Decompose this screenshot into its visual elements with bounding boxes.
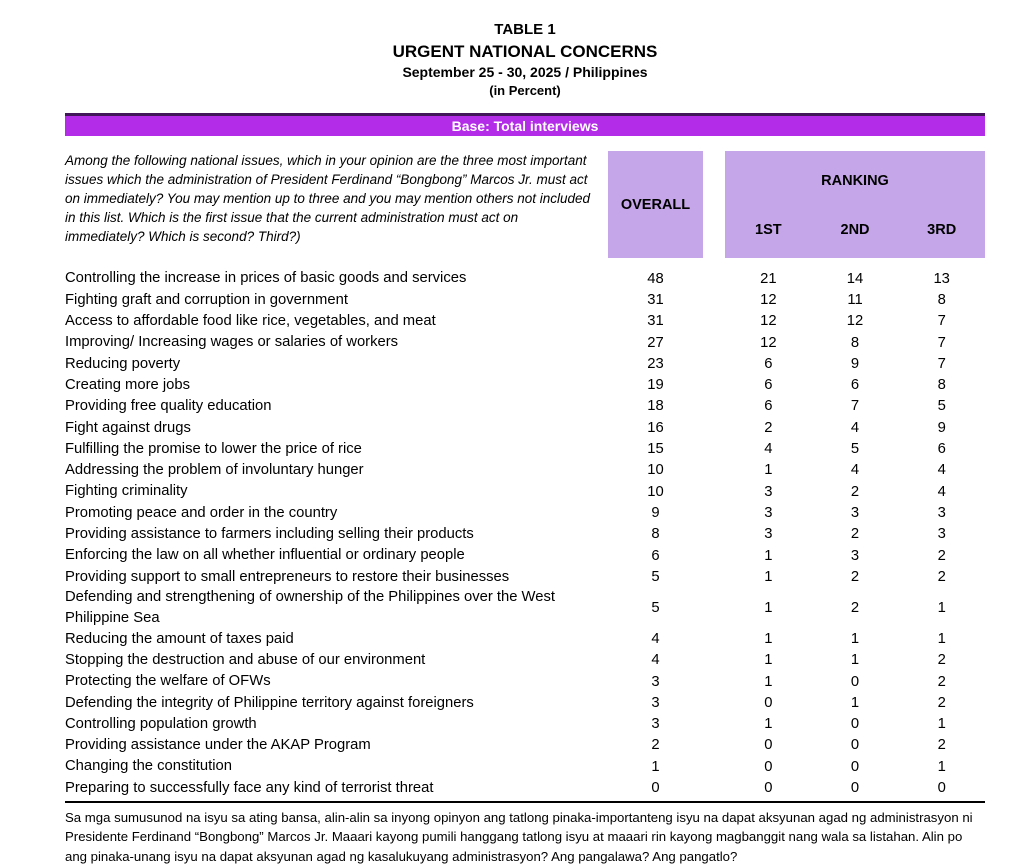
row-label: Creating more jobs <box>65 376 191 393</box>
rank-values <box>725 398 985 414</box>
overall-value: 15 <box>647 441 664 458</box>
table-row <box>65 628 985 649</box>
table-row <box>65 713 985 734</box>
rank-1st-value: 12 <box>760 313 777 330</box>
rank-values <box>725 780 985 796</box>
survey-period: September 25 - 30, 2025 / Philippines <box>402 64 648 80</box>
rank-3rd-value: 8 <box>937 291 946 308</box>
rank-1st-value: 12 <box>760 334 777 351</box>
rank-1st-value: 1 <box>764 630 773 647</box>
overall-value: 5 <box>651 568 660 585</box>
table-row <box>65 332 985 353</box>
rank-values <box>725 505 985 521</box>
row-label: Stopping the destruction and abuse of our environment <box>65 652 426 668</box>
rank-3rd-value: 2 <box>937 547 946 564</box>
row-label: Enforcing the law on all whether influential or ordinary people <box>65 547 465 564</box>
table-row <box>65 438 985 459</box>
table-row <box>65 311 985 332</box>
row-label: Defending the integrity of Philippine territory against foreigners <box>65 694 474 711</box>
row-label: Reducing the amount of taxes paid <box>65 630 294 647</box>
ranking-label: RANKING <box>821 173 889 189</box>
rank-2nd-value: 11 <box>847 291 863 308</box>
rank-3rd-value: 13 <box>933 270 950 287</box>
rank-2nd-value: 0 <box>850 779 860 796</box>
rank-3rd-value: 8 <box>937 377 946 394</box>
rank-values <box>725 759 985 775</box>
overall-value: 4 <box>651 630 660 647</box>
rank-2nd-value: 2 <box>850 483 860 500</box>
table-row <box>65 268 985 289</box>
rank-1st-value: 6 <box>764 377 773 394</box>
table-row <box>65 756 985 777</box>
overall-value: 2 <box>651 737 660 754</box>
table-row <box>65 417 985 438</box>
row-label: Fighting graft and corruption in government <box>65 291 348 308</box>
row-label: Providing assistance under the AKAP Program <box>65 737 371 754</box>
rank-values <box>725 484 985 500</box>
rank-3rd-value: 2 <box>937 673 946 690</box>
table-row <box>65 692 985 713</box>
table-row <box>65 502 985 523</box>
rank-3rd-value: 2 <box>937 737 946 754</box>
rank-1st-value: 3 <box>764 526 773 543</box>
rank-1st-value: 1 <box>764 652 773 669</box>
rank-values <box>725 271 985 287</box>
row-label: Protecting the welfare of OFWs <box>65 673 271 690</box>
rank-values <box>725 631 985 647</box>
rank-1st-value: 0 <box>764 694 773 711</box>
rank-1st-value: 1 <box>764 462 773 479</box>
overall-value: 5 <box>651 599 660 616</box>
column-header-3rd: 3RD <box>927 222 957 238</box>
overall-value: 19 <box>647 377 664 394</box>
rank-2nd-value: 3 <box>850 504 860 521</box>
rank-2nd-value: 6 <box>850 377 860 394</box>
row-label: Preparing to successfully face any kind of terrorist threat <box>65 779 434 796</box>
row-label: Reducing poverty <box>65 355 181 372</box>
overall-value: 16 <box>647 419 664 436</box>
overall-value: 0 <box>651 779 660 796</box>
column-header-2nd: 2ND <box>840 222 870 238</box>
rank-values <box>725 377 985 393</box>
row-label: Fighting criminality <box>65 483 188 500</box>
rank-subheaders <box>725 222 985 258</box>
overall-value: 3 <box>651 673 660 690</box>
overall-value: 48 <box>647 270 664 287</box>
rank-2nd-value: 3 <box>850 547 860 564</box>
overall-value: 27 <box>647 334 664 351</box>
rank-1st-value: 12 <box>760 291 777 308</box>
table-row <box>65 353 985 374</box>
rank-1st-value: 1 <box>764 716 773 733</box>
rank-2nd-value: 7 <box>850 398 860 415</box>
table-row <box>65 460 985 481</box>
rank-2nd-value: 2 <box>850 526 860 543</box>
rank-2nd-value: 1 <box>850 652 860 669</box>
row-label: Improving/ Increasing wages or salaries of workers <box>65 334 399 351</box>
rank-values <box>725 292 985 308</box>
rank-values <box>725 356 985 372</box>
rank-3rd-value: 5 <box>937 398 946 415</box>
rank-values <box>725 569 985 585</box>
rank-values <box>725 526 985 542</box>
row-label: Addressing the problem of involuntary hunger <box>65 462 364 479</box>
rank-3rd-value: 2 <box>937 652 946 669</box>
base-banner: Base: Total interviews <box>65 113 985 136</box>
rank-1st-value: 0 <box>764 779 773 796</box>
rank-values <box>725 737 985 753</box>
table-row <box>65 374 985 395</box>
overall-value: 18 <box>647 398 664 415</box>
table-row <box>65 735 985 756</box>
overall-value: 31 <box>647 313 664 330</box>
title-block <box>65 0 985 100</box>
table-row <box>65 566 985 587</box>
row-label: Changing the constitution <box>65 758 232 775</box>
rank-1st-value: 1 <box>764 673 773 690</box>
rank-3rd-value: 3 <box>937 504 946 521</box>
rank-3rd-value: 9 <box>937 419 946 436</box>
rank-2nd-value: 0 <box>850 673 860 690</box>
rank-1st-value: 0 <box>764 758 773 775</box>
rank-3rd-value: 7 <box>937 313 946 330</box>
rank-3rd-value: 7 <box>937 334 946 351</box>
rank-3rd-value: 0 <box>937 779 946 796</box>
rank-2nd-value: 0 <box>850 737 860 754</box>
rank-values <box>725 462 985 478</box>
overall-value: 10 <box>647 483 664 500</box>
overall-value: 1 <box>651 758 660 775</box>
table-row <box>65 289 985 310</box>
overall-value: 9 <box>651 504 660 521</box>
rank-2nd-value: 0 <box>850 716 860 733</box>
rank-values <box>725 716 985 732</box>
rank-3rd-value: 1 <box>937 599 946 616</box>
rank-1st-value: 4 <box>764 441 773 458</box>
column-header-overall: OVERALL <box>608 151 703 258</box>
rank-values <box>725 695 985 711</box>
rank-2nd-value: 14 <box>846 270 864 287</box>
overall-value: 23 <box>647 355 664 372</box>
rank-1st-value: 6 <box>764 398 773 415</box>
rank-3rd-value: 2 <box>937 694 946 711</box>
rank-2nd-value: 4 <box>850 419 860 436</box>
table-number: TABLE 1 <box>494 21 556 38</box>
overall-value: 4 <box>651 652 660 669</box>
rank-values <box>725 420 985 436</box>
rank-values <box>725 548 985 564</box>
rank-values <box>725 313 985 329</box>
table-row <box>65 481 985 502</box>
overall-value: 8 <box>651 526 660 543</box>
rank-2nd-value: 4 <box>850 462 860 479</box>
rank-values <box>725 441 985 457</box>
rank-3rd-value: 3 <box>937 526 946 543</box>
overall-value: 6 <box>651 547 660 564</box>
table-row <box>65 777 985 798</box>
row-label: Providing support to small entrepreneurs to restore their businesses <box>65 568 510 585</box>
overall-value: 3 <box>651 716 660 733</box>
rank-3rd-value: 1 <box>937 716 946 733</box>
rank-3rd-value: 2 <box>937 568 946 585</box>
rank-2nd-value: 2 <box>850 599 860 616</box>
unit-note: (in Percent) <box>489 83 561 98</box>
rank-1st-value: 3 <box>764 483 773 500</box>
rank-1st-value: 2 <box>764 419 773 436</box>
rank-2nd-value: 5 <box>850 441 860 458</box>
rank-3rd-value: 7 <box>937 355 946 372</box>
rank-2nd-value: 0 <box>850 758 860 775</box>
overall-value: 31 <box>647 291 664 308</box>
row-label: Promoting peace and order in the country <box>65 504 338 521</box>
table-row <box>65 396 985 417</box>
table-row <box>65 545 985 566</box>
column-gap <box>703 151 725 258</box>
rank-3rd-value: 1 <box>937 630 946 647</box>
rank-1st-value: 1 <box>764 568 773 585</box>
rank-values <box>725 600 985 616</box>
rank-1st-value: 0 <box>764 737 773 754</box>
column-header-ranking <box>725 151 985 258</box>
rank-1st-value: 1 <box>764 547 773 564</box>
rank-values <box>725 652 985 668</box>
rank-3rd-value: 4 <box>937 462 946 479</box>
overall-value: 3 <box>651 694 660 711</box>
row-label: Providing assistance to farmers including selling their products <box>65 526 474 542</box>
rank-1st-value: 1 <box>764 599 773 616</box>
rank-values <box>725 674 985 690</box>
table-row <box>65 650 985 671</box>
table-row <box>65 524 985 545</box>
table-row <box>65 587 985 628</box>
row-label: Defending and strengthening of ownership of the Philippines over the West Philippine Sea <box>65 589 555 626</box>
column-header-1st: 1ST <box>755 222 782 238</box>
row-label: Fight against drugs <box>65 419 191 436</box>
rank-2nd-value: 9 <box>850 355 860 372</box>
overall-value: 10 <box>647 462 664 479</box>
report-page <box>65 0 985 866</box>
table-header <box>65 151 985 258</box>
rank-values <box>725 335 985 351</box>
rank-2nd-value: 2 <box>850 568 860 585</box>
rank-2nd-value: 8 <box>850 334 860 351</box>
concerns-table-body <box>65 268 985 799</box>
rank-1st-value: 21 <box>760 270 777 287</box>
table-row <box>65 671 985 692</box>
rank-3rd-value: 4 <box>937 483 946 500</box>
row-label: Controlling the increase in prices of basic goods and services <box>65 270 467 287</box>
rank-1st-value: 3 <box>764 504 773 521</box>
rank-2nd-value: 12 <box>846 313 864 330</box>
rank-3rd-value: 6 <box>937 441 946 458</box>
page-title: URGENT NATIONAL CONCERNS <box>392 42 658 61</box>
row-label: Controlling population growth <box>65 715 257 732</box>
question-text-english: Among the following national issues, which in your opinion are the three most important issues which the administration of President Ferdinand “Bongbong” Marcos Jr. must act on immediately? You may mention up to three and you may mention others not included in this list. Which is the first issue that the current administration must act on immediately? Which is second? Third?) <box>65 153 591 244</box>
rank-2nd-value: 1 <box>850 630 860 647</box>
question-text-tagalog: Sa mga sumusunod na isyu sa ating bansa, alin-alin sa inyong opinyon ang tatlong pinaka-importanteng isyu na dapat aksyunan agad ng administrasyon ni Presidente Ferdinand “Bongbong” Marcos Jr. Maaari kayong pumili hanggang tatlong isyu at maaari rin kayong magbanggit nang wala sa listahan. Alin po ang pinaka-unang isyu na dapat aksyunan agad ng kasalukuyang administrasyon? Ang pangalawa? Ang pangatlo? <box>65 801 985 866</box>
rank-3rd-value: 1 <box>937 758 946 775</box>
row-label: Providing free quality education <box>65 398 272 415</box>
row-label: Access to affordable food like rice, vegetables, and meat <box>65 313 436 330</box>
rank-2nd-value: 1 <box>850 694 860 711</box>
rank-1st-value: 6 <box>764 355 773 372</box>
row-label: Fulfilling the promise to lower the price of rice <box>65 440 362 457</box>
